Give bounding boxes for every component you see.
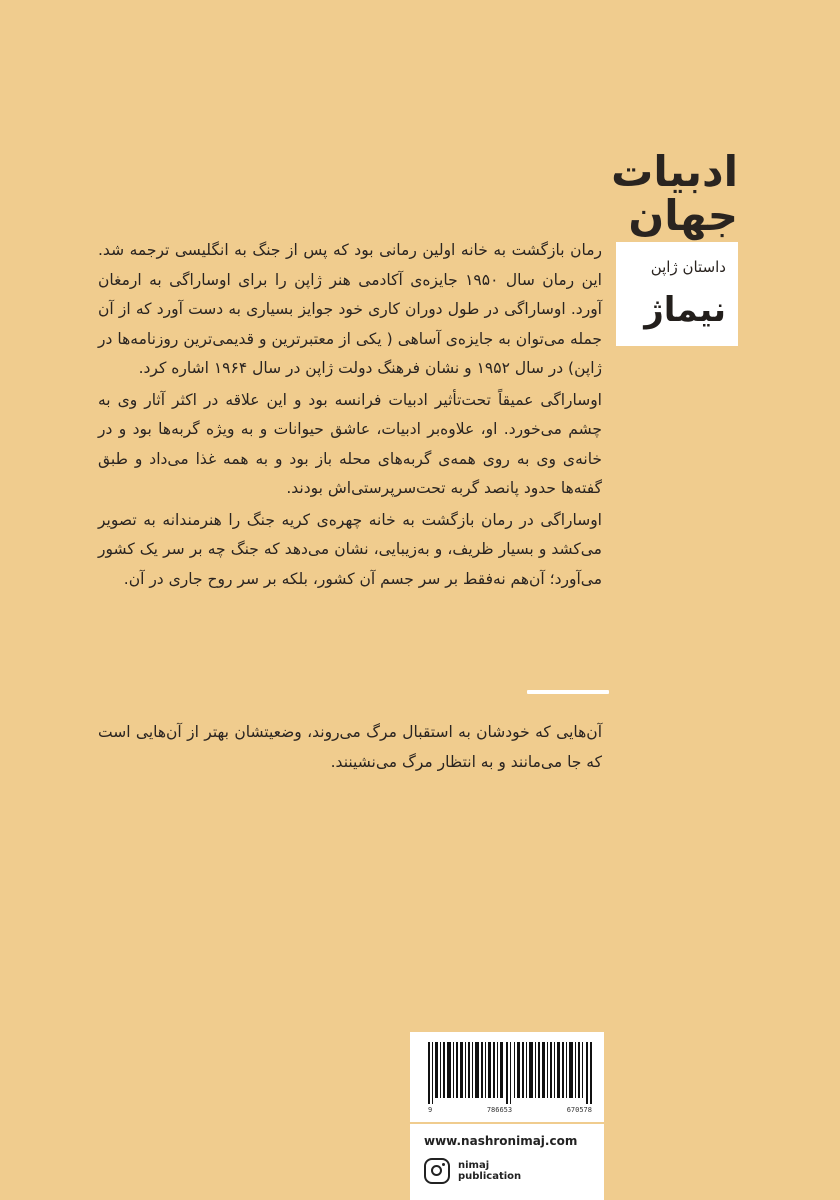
publisher-logo: نیماژ — [644, 290, 726, 330]
handle-line2: publication — [458, 1171, 522, 1182]
synopsis-paragraph-1: رمان بازگشت به خانه اولین رمانی بود که پس از جنگ به انگلیسی ترجمه شد. این رمان سال ۱۹۵۰ جایزه‌ی آکادمی هنر ژاپن را برای اوساراگی به ارمغان آورد. اوساراگی در طول دوران کاری خود جوایز بسیاری به دست آورد که از آن جمله می‌توان به جایزه‌ی آساهی ( یکی از معتبرترین و قدیمی‌ترین روزنامه‌ها در ژاپن) در سال ۱۹۵۲ و نشان فرهنگ دولت ژاپن در سال ۱۹۶۴ اشاره کرد. — [98, 241, 602, 377]
divider — [527, 690, 609, 694]
quote-text: آن‌هایی که خودشان به استقبال مرگ می‌روند، وضعیتشان بهتر از آن‌هایی است که جا می‌مانند و به انتظار مرگ می‌نشینند. — [98, 723, 602, 771]
barcode-digits-left: 786653 — [486, 1106, 513, 1114]
series-title-line1: ادبیات — [611, 147, 738, 196]
synopsis — [98, 236, 602, 596]
website-link[interactable]: www.nashronimaj.com — [424, 1134, 578, 1148]
handle-line1: nimaj — [458, 1160, 490, 1171]
instagram-handle — [458, 1160, 521, 1182]
publisher-box — [616, 242, 738, 346]
barcode-bars — [428, 1042, 592, 1104]
instagram-icon — [424, 1158, 450, 1184]
synopsis-paragraph-2: اوساراگی عمیقاً تحت‌تأثیر ادبیات فرانسه بود و این علاقه در اکثر آثار وی به چشم می‌خورد. او، علاوه‌بر ادبیات، عاشق حیوانات و به ویژه گربه‌ها بود و در خانه‌ی وی به روی همه‌ی گربه‌های محله باز بود و به همه غذا می‌داد و طبق گفته‌ها حدود پانصد گربه تحت‌سرپرستی‌اش بودند. — [98, 390, 602, 497]
barcode-number — [428, 1106, 592, 1114]
social-handle[interactable] — [424, 1158, 521, 1184]
barcode — [410, 1032, 604, 1122]
series-sub-label: داستان ژاپن — [650, 258, 726, 276]
series-title — [598, 147, 738, 240]
quote — [98, 718, 602, 779]
barcode-digit-lead: 9 — [428, 1106, 433, 1114]
barcode-digits-right: 670578 — [566, 1106, 592, 1114]
publisher-info — [410, 1124, 604, 1200]
synopsis-paragraph-3: اوساراگی در رمان بازگشت به خانه چهره‌ی کریه جنگ را هنرمندانه به تصویر می‌کشد و بسیار ظریف، و به‌زیبایی، نشان می‌دهد که جنگ چه بر سر یک کشور می‌آورد؛ آن‌هم نه‌فقط بر سر جسم آن کشور، بلکه بر سر روح جاری در آن. — [98, 510, 602, 588]
series-title-line2: جهان — [628, 191, 738, 240]
